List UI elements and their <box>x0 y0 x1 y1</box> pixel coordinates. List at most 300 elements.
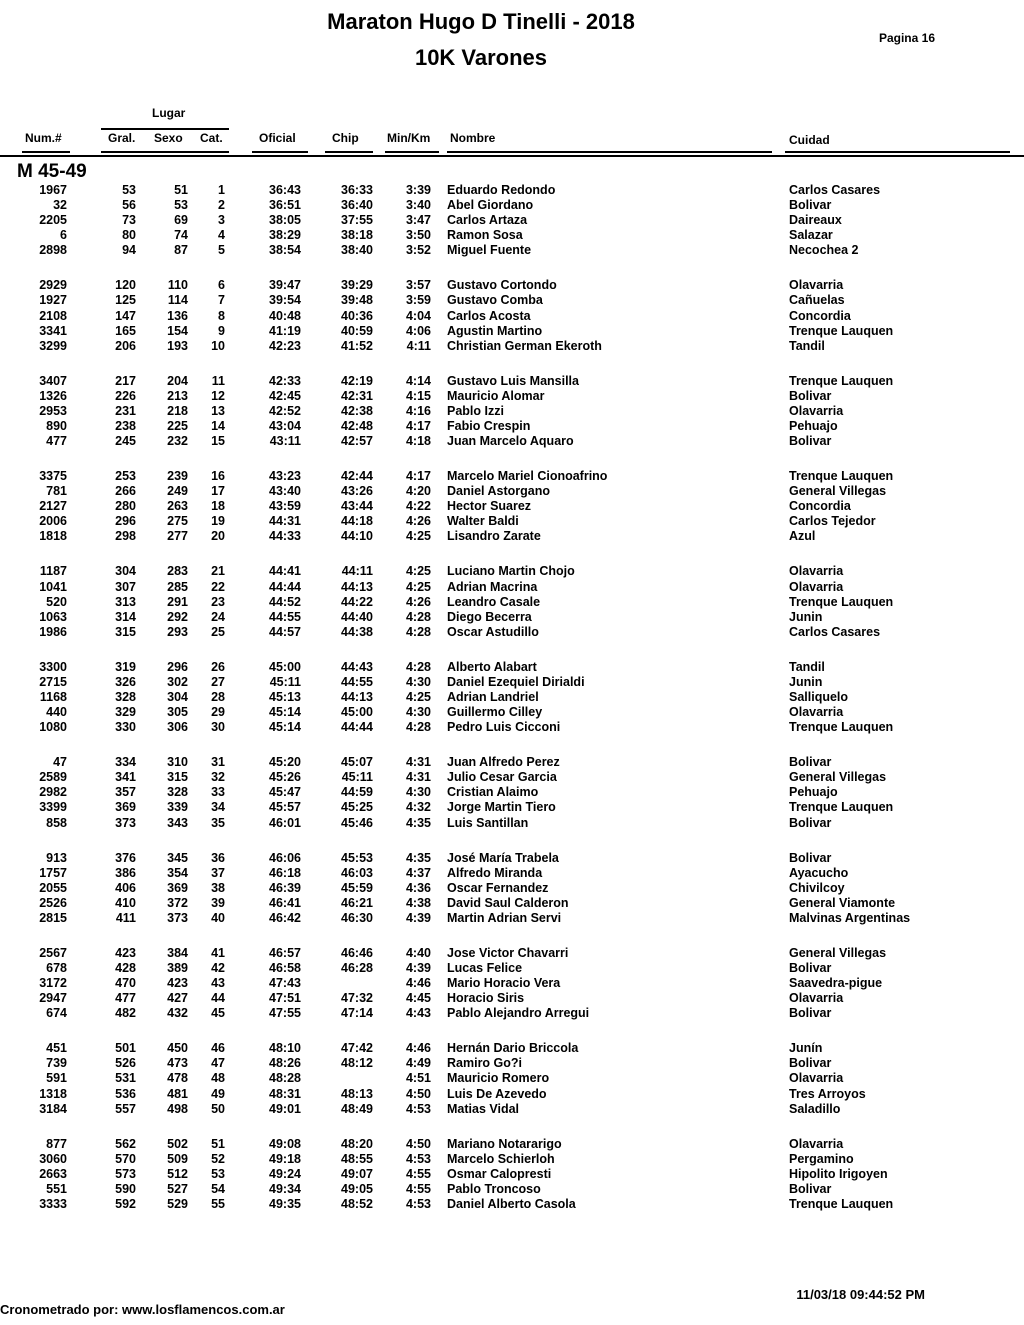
col-underline-num <box>22 151 70 153</box>
cell-minkm: 4:49 <box>405 1056 431 1071</box>
cell-minkm: 3:59 <box>405 293 431 308</box>
cell-chip: 46:03 <box>341 865 373 880</box>
cell-nombre: Mariano Notararigo <box>447 1136 562 1151</box>
cell-sexo: 293 <box>167 624 188 639</box>
cell-chip: 37:55 <box>341 213 373 228</box>
table-row <box>0 625 1024 640</box>
cell-ciudad: Cañuelas <box>789 293 845 308</box>
cell-sexo: 527 <box>167 1181 188 1196</box>
cell-cat: 5 <box>218 243 225 258</box>
cell-sexo: 154 <box>167 323 188 338</box>
cell-cat: 20 <box>211 529 225 544</box>
cell-cat: 15 <box>211 434 225 449</box>
cell-ciudad: Saavedra-pigue <box>789 976 883 991</box>
cell-cat: 8 <box>218 308 225 323</box>
cell-gral: 410 <box>115 895 136 910</box>
cell-chip: 44:22 <box>341 594 373 609</box>
cell-gral: 423 <box>115 945 136 960</box>
cell-ciudad: Salazar <box>789 228 833 243</box>
cell-gral: 80 <box>122 228 136 243</box>
cell-gral: 238 <box>115 419 136 433</box>
cell-cat: 47 <box>211 1056 225 1071</box>
cell-minkm: 4:15 <box>405 388 431 403</box>
cell-gral: 369 <box>115 800 136 815</box>
cell-sexo: 302 <box>167 674 188 689</box>
cell-minkm: 3:50 <box>405 228 431 243</box>
cell-num: 1318 <box>39 1086 67 1101</box>
cell-sexo: 53 <box>174 198 188 213</box>
cell-cat: 1 <box>218 183 225 197</box>
col-underline-minkm <box>385 151 439 153</box>
cell-nombre: Eduardo Redondo <box>447 183 556 197</box>
cell-sexo: 498 <box>167 1101 188 1116</box>
cell-minkm: 4:31 <box>405 755 431 770</box>
cell-minkm: 4:50 <box>405 1086 431 1101</box>
cell-nombre: Lisandro Zarate <box>447 529 541 544</box>
cell-oficial: 44:44 <box>269 579 301 594</box>
cell-cat: 4 <box>218 228 225 243</box>
cell-chip: 42:31 <box>341 388 373 403</box>
cell-chip: 44:55 <box>341 674 373 689</box>
table-row <box>0 514 1024 529</box>
cell-gral: 341 <box>115 770 136 785</box>
cell-ciudad: Olavarria <box>789 705 844 720</box>
cell-chip: 43:26 <box>341 484 373 499</box>
table-row <box>0 419 1024 434</box>
lugar-group-underline <box>101 128 229 130</box>
cell-minkm: 4:20 <box>405 484 431 499</box>
cell-sexo: 291 <box>167 594 188 609</box>
cell-cat: 21 <box>211 564 225 579</box>
cell-minkm: 4:16 <box>405 403 431 418</box>
cell-nombre: Osmar Calopresti <box>447 1166 552 1181</box>
cell-ciudad: Trenque Lauquen <box>789 594 894 609</box>
table-row <box>0 770 1024 785</box>
table-row <box>0 690 1024 705</box>
cell-sexo: 339 <box>167 800 188 815</box>
cell-gral: 428 <box>115 960 136 975</box>
cell-sexo: 306 <box>167 720 188 735</box>
cell-ciudad: Olavarria <box>789 403 844 418</box>
cell-gral: 217 <box>115 373 136 388</box>
table-row <box>0 675 1024 690</box>
cell-minkm: 4:28 <box>405 720 431 735</box>
cell-cat: 12 <box>211 388 225 403</box>
cell-nombre: Daniel Ezequiel Dirialdi <box>447 674 585 689</box>
cell-chip: 42:44 <box>341 469 373 484</box>
cell-chip: 49:05 <box>341 1181 373 1196</box>
table-row <box>0 610 1024 625</box>
cell-ciudad: Olavarria <box>789 991 844 1006</box>
cell-sexo: 473 <box>167 1056 188 1071</box>
table-row <box>0 785 1024 800</box>
cell-sexo: 373 <box>167 910 188 925</box>
cell-gral: 304 <box>115 564 136 579</box>
cell-gral: 313 <box>115 594 136 609</box>
cell-oficial: 45:00 <box>269 659 301 674</box>
cell-minkm: 4:11 <box>406 338 431 353</box>
table-row <box>0 1087 1024 1102</box>
cell-minkm: 4:28 <box>405 624 431 639</box>
cell-minkm: 4:53 <box>405 1151 431 1166</box>
cell-minkm: 3:52 <box>405 243 431 258</box>
cell-num: 877 <box>46 1136 67 1151</box>
cell-sexo: 285 <box>167 579 188 594</box>
table-row <box>0 866 1024 881</box>
cell-sexo: 502 <box>167 1136 188 1151</box>
table-row <box>0 580 1024 595</box>
cell-nombre: Hernán Dario Briccola <box>447 1041 579 1056</box>
table-row <box>0 946 1024 961</box>
cell-oficial: 48:10 <box>269 1041 301 1056</box>
cell-sexo: 310 <box>167 755 188 770</box>
cell-oficial: 42:52 <box>269 403 301 418</box>
table-row <box>0 564 1024 579</box>
table-row <box>0 1041 1024 1056</box>
cell-num: 591 <box>46 1071 67 1086</box>
cell-oficial: 44:55 <box>269 609 301 624</box>
cell-ciudad: General Villegas <box>789 945 887 960</box>
table-row <box>0 881 1024 896</box>
table-row <box>0 1137 1024 1152</box>
cell-sexo: 263 <box>167 499 188 514</box>
cell-gral: 406 <box>115 880 136 895</box>
cell-minkm: 4:53 <box>405 1196 431 1211</box>
cell-cat: 46 <box>211 1041 225 1056</box>
cell-num: 3407 <box>39 373 67 388</box>
cell-cat: 50 <box>211 1101 225 1116</box>
cell-oficial: 44:41 <box>269 564 301 579</box>
cell-nombre: Ramon Sosa <box>447 228 523 243</box>
cell-ciudad: Olavarria <box>789 564 844 579</box>
cell-gral: 53 <box>122 183 136 197</box>
cell-num: 2815 <box>39 910 67 925</box>
cell-gral: 296 <box>115 514 136 529</box>
table-row <box>0 896 1024 911</box>
cell-cat: 33 <box>211 785 225 800</box>
cell-ciudad: Bolivar <box>789 1056 832 1071</box>
cell-oficial: 49:35 <box>269 1196 301 1211</box>
cell-ciudad: Saladillo <box>789 1101 841 1116</box>
cell-oficial: 46:39 <box>269 880 301 895</box>
lugar-group-label: Lugar <box>152 106 186 120</box>
cell-nombre: Christian German Ekeroth <box>447 338 602 353</box>
cell-oficial: 48:28 <box>269 1071 301 1086</box>
cell-minkm: 4:25 <box>405 689 431 704</box>
cell-minkm: 4:50 <box>405 1136 431 1151</box>
cell-nombre: Matias Vidal <box>447 1101 520 1116</box>
cell-minkm: 4:06 <box>405 323 431 338</box>
cell-oficial: 49:34 <box>269 1181 301 1196</box>
cell-num: 2953 <box>39 403 67 418</box>
cell-oficial: 45:13 <box>269 689 301 704</box>
cell-minkm: 4:35 <box>405 850 431 865</box>
cell-cat: 2 <box>218 198 225 213</box>
cell-sexo: 69 <box>174 213 188 228</box>
table-row <box>0 816 1024 831</box>
cell-sexo: 372 <box>167 895 188 910</box>
cell-chip: 42:38 <box>341 403 373 418</box>
cell-minkm: 4:32 <box>405 800 431 815</box>
cell-cat: 29 <box>211 705 225 720</box>
cell-oficial: 49:08 <box>269 1136 301 1151</box>
cell-nombre: Horacio Siris <box>447 991 525 1006</box>
cell-minkm: 3:39 <box>405 183 431 197</box>
cell-oficial: 46:57 <box>269 945 301 960</box>
table-row <box>0 976 1024 991</box>
cell-num: 551 <box>46 1181 67 1196</box>
col-header-sexo: Sexo <box>154 131 183 145</box>
cell-cat: 28 <box>211 689 225 704</box>
cell-nombre: Agustin Martino <box>447 323 543 338</box>
table-row <box>0 374 1024 389</box>
table-row <box>0 1006 1024 1021</box>
col-header-oficial: Oficial <box>259 131 296 145</box>
table-row <box>0 595 1024 610</box>
table-row <box>0 404 1024 419</box>
cell-num: 2982 <box>39 785 67 800</box>
cell-chip: 36:33 <box>341 183 373 197</box>
cell-chip: 44:43 <box>341 659 373 674</box>
cell-ciudad: Tres Arroyos <box>789 1086 866 1101</box>
cell-gral: 245 <box>115 434 136 449</box>
cell-chip: 45:11 <box>341 770 373 785</box>
cell-num: 1187 <box>39 564 67 579</box>
cell-gral: 125 <box>115 293 136 308</box>
cell-num: 47 <box>53 755 67 770</box>
table-row <box>0 278 1024 293</box>
cell-nombre: Pablo Troncoso <box>447 1181 541 1196</box>
cell-num: 913 <box>46 850 67 865</box>
cell-ciudad: Daireaux <box>789 213 842 228</box>
cell-minkm: 4:25 <box>405 529 431 544</box>
table-row <box>0 293 1024 308</box>
cell-nombre: Gustavo Luis Mansilla <box>447 373 579 388</box>
cell-ciudad: Concordia <box>789 499 851 514</box>
cell-oficial: 46:06 <box>269 850 301 865</box>
cell-oficial: 38:05 <box>269 213 301 228</box>
cell-gral: 231 <box>115 403 136 418</box>
cell-sexo: 315 <box>167 770 188 785</box>
cell-num: 2205 <box>39 213 67 228</box>
cell-chip: 44:38 <box>341 624 373 639</box>
cell-minkm: 4:39 <box>405 960 431 975</box>
cell-cat: 30 <box>211 720 225 735</box>
cell-sexo: 51 <box>174 183 188 197</box>
cell-oficial: 42:33 <box>269 373 301 388</box>
cell-num: 890 <box>46 419 67 433</box>
cell-ciudad: Olavarria <box>789 278 844 293</box>
cell-nombre: Lucas Felice <box>447 960 523 975</box>
cell-num: 440 <box>46 705 67 720</box>
col-underline-ciudad <box>785 151 1010 153</box>
cell-num: 1080 <box>39 720 67 735</box>
cell-nombre: Daniel Alberto Casola <box>447 1196 576 1211</box>
cell-oficial: 42:45 <box>269 388 301 403</box>
cell-oficial: 44:57 <box>269 624 301 639</box>
cell-minkm: 4:28 <box>405 609 431 624</box>
cell-gral: 330 <box>115 720 136 735</box>
cell-num: 781 <box>46 484 67 499</box>
cell-num: 2589 <box>39 770 67 785</box>
cell-nombre: Luis De Azevedo <box>447 1086 547 1101</box>
cell-num: 6 <box>60 228 67 243</box>
cell-sexo: 225 <box>167 419 188 433</box>
cell-cat: 24 <box>211 609 225 624</box>
cell-minkm: 4:46 <box>405 976 431 991</box>
cell-oficial: 43:40 <box>269 484 301 499</box>
divider <box>0 155 1024 157</box>
cell-num: 1063 <box>39 609 67 624</box>
cell-cat: 31 <box>211 755 225 770</box>
cell-minkm: 4:30 <box>405 674 431 689</box>
cell-chip: 48:52 <box>341 1196 373 1211</box>
cell-oficial: 46:42 <box>269 910 301 925</box>
cell-num: 1168 <box>39 689 67 704</box>
cell-nombre: Julio Cesar Garcia <box>447 770 557 785</box>
cell-ciudad: Olavarria <box>789 1071 844 1086</box>
cell-ciudad: Pehuajo <box>789 419 838 433</box>
cell-ciudad: Bolivar <box>789 434 832 449</box>
cell-cat: 55 <box>211 1196 225 1211</box>
cell-num: 1326 <box>39 388 67 403</box>
cell-cat: 27 <box>211 674 225 689</box>
cell-num: 678 <box>46 960 67 975</box>
cell-cat: 18 <box>211 499 225 514</box>
cell-minkm: 4:46 <box>405 1041 431 1056</box>
cell-nombre: Martin Adrian Servi <box>447 910 562 925</box>
cell-cat: 16 <box>211 469 225 484</box>
cell-cat: 41 <box>211 945 225 960</box>
cell-ciudad: Bolivar <box>789 755 832 770</box>
cell-ciudad: Junín <box>789 1041 823 1056</box>
cell-chip: 47:14 <box>341 1006 373 1021</box>
cell-num: 520 <box>46 594 67 609</box>
col-header-chip: Chip <box>332 131 359 145</box>
cell-chip: 44:13 <box>341 579 373 594</box>
cell-cat: 3 <box>218 213 225 228</box>
cell-oficial: 36:51 <box>269 198 301 213</box>
col-header-nombre: Nombre <box>450 131 496 145</box>
cell-sexo: 283 <box>167 564 188 579</box>
cell-oficial: 44:33 <box>269 529 301 544</box>
cell-oficial: 47:55 <box>269 1006 301 1021</box>
cell-minkm: 4:17 <box>405 469 431 484</box>
cell-chip: 44:10 <box>341 529 373 544</box>
cell-num: 3172 <box>39 976 67 991</box>
cell-minkm: 4:37 <box>405 865 431 880</box>
cell-ciudad: Junin <box>789 609 823 624</box>
cell-sexo: 509 <box>167 1151 188 1166</box>
cell-sexo: 114 <box>167 293 188 308</box>
cell-sexo: 478 <box>167 1071 188 1086</box>
category-label: M 45-49 <box>17 161 87 182</box>
cell-nombre: Leandro Casale <box>447 594 541 609</box>
cell-ciudad: General Villegas <box>789 484 887 499</box>
cell-sexo: 275 <box>167 514 188 529</box>
cell-num: 2929 <box>39 278 67 293</box>
cell-chip: 48:20 <box>341 1136 373 1151</box>
cell-oficial: 40:48 <box>269 308 301 323</box>
cell-cat: 52 <box>211 1151 225 1166</box>
cell-num: 2526 <box>39 895 67 910</box>
cell-sexo: 389 <box>167 960 188 975</box>
table-row <box>0 1197 1024 1212</box>
cell-ciudad: Olavarria <box>789 579 844 594</box>
table-row <box>0 228 1024 243</box>
cell-oficial: 41:19 <box>269 323 301 338</box>
cell-ciudad: General Villegas <box>789 770 887 785</box>
cell-ciudad: Necochea 2 <box>789 243 859 258</box>
cell-ciudad: Junin <box>789 674 823 689</box>
cell-sexo: 232 <box>167 434 188 449</box>
cell-cat: 23 <box>211 594 225 609</box>
cell-cat: 9 <box>218 323 225 338</box>
page-number: Pagina 16 <box>878 31 935 45</box>
cell-gral: 280 <box>115 499 136 514</box>
cell-chip: 44:18 <box>341 514 373 529</box>
cell-nombre: Juan Marcelo Aquaro <box>447 434 574 449</box>
cell-gral: 147 <box>115 308 136 323</box>
cell-gral: 253 <box>115 469 136 484</box>
table-row <box>0 1071 1024 1086</box>
cell-minkm: 4:53 <box>405 1101 431 1116</box>
cell-cat: 34 <box>211 800 225 815</box>
cell-sexo: 432 <box>167 1006 188 1021</box>
table-row <box>0 499 1024 514</box>
cell-num: 674 <box>46 1006 67 1021</box>
cell-ciudad: Bolivar <box>789 1181 832 1196</box>
cell-minkm: 4:31 <box>405 770 431 785</box>
cell-gral: 536 <box>115 1086 136 1101</box>
cell-gral: 298 <box>115 529 136 544</box>
cell-nombre: Fabio Crespin <box>447 419 531 433</box>
cell-oficial: 48:26 <box>269 1056 301 1071</box>
cell-oficial: 45:26 <box>269 770 301 785</box>
cell-minkm: 4:25 <box>405 579 431 594</box>
cell-cat: 11 <box>211 373 225 388</box>
cell-num: 1757 <box>39 865 67 880</box>
cell-gral: 56 <box>122 198 136 213</box>
cell-cat: 44 <box>211 991 225 1006</box>
cell-minkm: 4:36 <box>405 880 431 895</box>
cell-minkm: 4:14 <box>405 373 431 388</box>
cell-ciudad: Salliquelo <box>789 689 849 704</box>
cell-oficial: 49:18 <box>269 1151 301 1166</box>
cell-chip: 44:44 <box>341 720 373 735</box>
cell-nombre: Abel Giordano <box>447 198 534 213</box>
cell-minkm: 4:18 <box>405 434 431 449</box>
cell-sexo: 481 <box>167 1086 188 1101</box>
cell-oficial: 39:54 <box>269 293 301 308</box>
col-header-cat: Cat. <box>200 131 223 145</box>
cell-nombre: Pablo Izzi <box>447 403 504 418</box>
cell-minkm: 3:57 <box>405 278 431 293</box>
cell-nombre: José María Trabela <box>447 850 559 865</box>
cell-oficial: 47:43 <box>269 976 301 991</box>
cell-oficial: 49:01 <box>269 1101 301 1116</box>
print-timestamp: 11/03/18 09:44:52 PM <box>796 1287 925 1302</box>
cell-gral: 328 <box>115 689 136 704</box>
cell-sexo: 304 <box>167 689 188 704</box>
cell-chip: 40:59 <box>341 323 373 338</box>
cell-sexo: 249 <box>167 484 188 499</box>
cell-sexo: 87 <box>174 243 188 258</box>
cell-nombre: Marcelo Mariel Cionoafrino <box>447 469 608 484</box>
cell-gral: 501 <box>115 1041 136 1056</box>
cell-oficial: 45:20 <box>269 755 301 770</box>
table-row <box>0 1152 1024 1167</box>
